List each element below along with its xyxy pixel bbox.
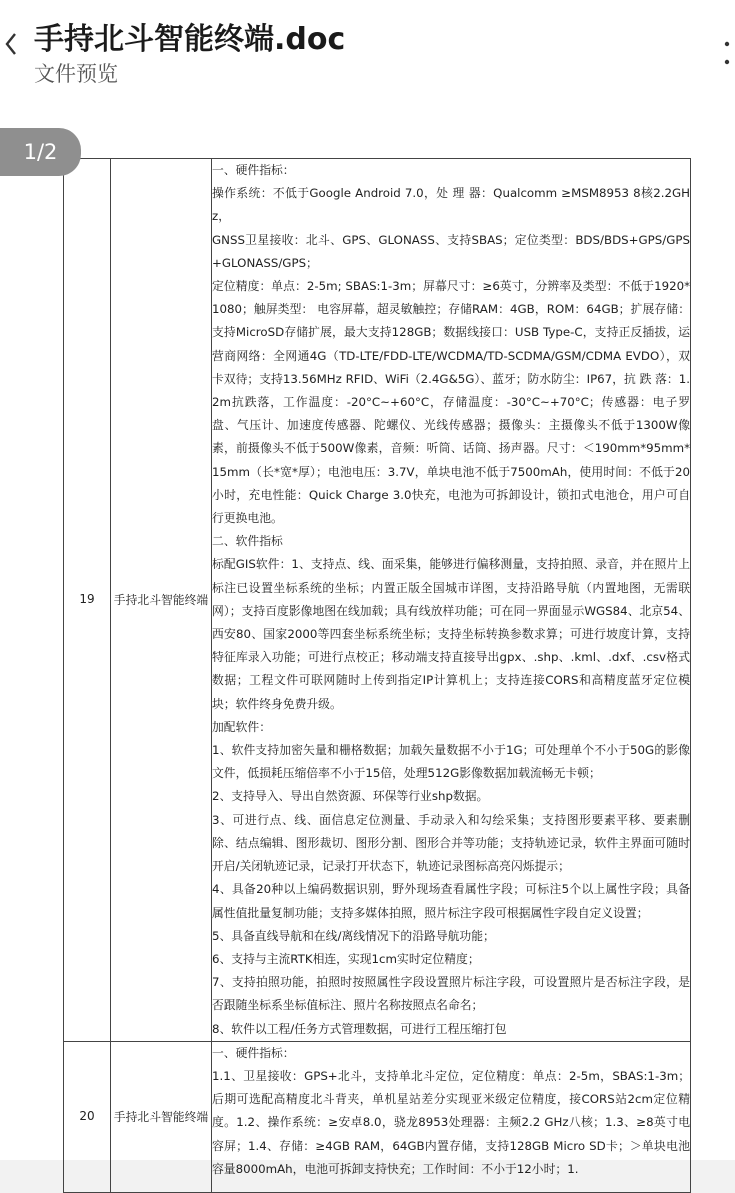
spec-paragraph: 一、硬件指标： [212,163,295,177]
table-row [64,159,691,1042]
spec-paragraph: 1、软件支持加密矢量和栅格数据；加载矢量数据不小于1G；可处理单个不小于50G的影像文件，低损耗压缩倍率不小于15倍，处理512G影像数据加载流畅无卡顿； [212,743,690,781]
spec-paragraph: 定位精度：单点：2-5m; SBAS:1-3m；屏幕尺寸：≥6英寸，分辨率及类型：不低于1920*1080；触屏类型： 电容屏幕，超灵敏触控；存储RAM：4GB，ROM：64GB；扩展存储：支持MicroSD存储扩展，最大支持128GB；数据线接口：USB Type-C，支持正反插拔，运营商网络：全网通4G（TD-LTE/FDD-LTE/WCDMA/TD-SCDMA/GSM/CDMA EVDO），双卡双待；支持13.56MHz RFID、WiFi（2.4G&5G）、蓝牙；防水防尘：IP67，抗 跌 落：1.2m抗跌落，工作温度：-20°C~+60°C，存储温度：-30°C~+70°C；传感器：电子罗盘、气压计、加速度传感器、陀螺仪、光线传感器；摄像头：主摄像头不低于1300W像素，前摄像头不低于500W像素，音频：听筒、话筒、扬声器。尺寸：＜190mm*95mm*15mm（长*宽*厚）；电池电压：3.7V，单块电池不低于7500mAh，使用时间：不低于20小时，充电性能：Quick Charge 3.0快充，电池为可拆卸设计，锁扣式电池仓，用户可自行更换电池。 [212,279,690,526]
row-number: 20 [64,1041,111,1192]
more-vertical-icon [724,40,730,66]
row-number: 19 [64,159,111,1042]
product-name: 手持北斗智能终端 [111,1041,212,1192]
spec-paragraph: GNSS卫星接收：北斗、GPS、GLONASS、支持SBAS；定位类型：BDS/BDS+GPS/GPS+GLONASS/GPS； [212,232,690,270]
spec-paragraph: 一、硬件指标： [212,1045,295,1060]
app-header [0,0,735,97]
page-indicator: 1/2 [0,128,81,176]
table-row [64,1041,691,1192]
spec-content [212,159,691,1042]
spec-paragraph: 8、软件以工程/任务方式管理数据，可进行工程压缩打包 [212,1021,507,1036]
more-options-button[interactable] [723,38,731,68]
spec-paragraph: 1.1、卫星接收：GPS+北斗，支持单北斗定位，定位精度：单点：2-5m，SBAS:1-3m；后期可选配高精度北斗背夹，单机星站差分实现亚米级定位精度，接CORS站2cm定位精度。1.2、操作系统：≥安卓8.0，骁龙8953处理器：主频2.2 GHz八核；1.3、≥8英寸电容屏；1.4、存储：≥4GB RAM，64GB内置存储，支持128GB Micro SD卡；＞单块电池容量8000mAh，电池可拆卸支持快充；工作时间：不小于12小时；1. [212,1068,690,1176]
chevron-left-icon [4,31,18,57]
spec-paragraph: 6、支持与主流RTK相连，实现1cm实时定位精度； [212,951,480,966]
back-button[interactable] [0,22,22,66]
spec-paragraph: 3、可进行点、线、面信息定位测量、手动录入和勾绘采集；支持图形要素平移、要素删除、结点编辑、图形裁切、图形分割、图形合并等功能；支持轨迹记录，软件主界面可随时开启/关闭轨迹记录，记录打开状态下，轨迹记录图标高亮闪烁提示； [212,812,690,874]
spec-table [63,158,691,1193]
spec-paragraph: 二、软件指标 [212,534,283,549]
spec-paragraph: 加配软件： [212,719,271,734]
spec-paragraph: 5、具备直线导航和在线/离线情况下的沿路导航功能； [212,928,495,943]
spec-paragraph: 操作系统：不低于Google Android 7.0，处 理 器：Qualcomm ≥MSM8953 8核2.2GHz， [212,186,690,224]
spec-paragraph: 标配GIS软件：1、支持点、线、面采集，能够进行偏移测量，支持拍照、录音，并在照片上标注已设置坐标系统的坐标；内置正版全国城市详图，支持沿路导航（内置地图，无需联网）；支持百度影像地图在线加载；具有线放样功能；可在同一界面显示WGS84、北京54、西安80、国家2000等四套坐标系统坐标；支持坐标转换参数求算；可进行坡度计算，支持特征库录入功能；可进行点校正；移动端支持直接导出gpx、.shp、.kml、.dxf、.csv格式数据；工程文件可联网随时上传到指定IP计算机上；支持连接CORS和高精度蓝牙定位模块；软件终身免费升级。 [212,557,690,711]
spec-content [212,1041,691,1192]
spec-paragraph: 4、具备20种以上编码数据识别，野外现场查看属性字段；可标注5个以上属性字段；具备属性值批量复制功能；支持多媒体拍照，照片标注字段可根据属性字段自定义设置； [212,882,690,920]
document-subtitle: 文件预览 [34,62,118,86]
document-title: 手持北斗智能终端.doc [34,22,346,57]
spec-paragraph: 7、支持拍照功能，拍照时按照属性字段设置照片标注字段，可设置照片是否标注字段，是否跟随坐标系坐标值标注、照片名称按照点名命名； [212,975,690,1013]
spec-paragraph: 2、支持导入、导出自然资源、环保等行业shp数据。 [212,789,489,804]
product-name: 手持北斗智能终端 [111,159,212,1042]
